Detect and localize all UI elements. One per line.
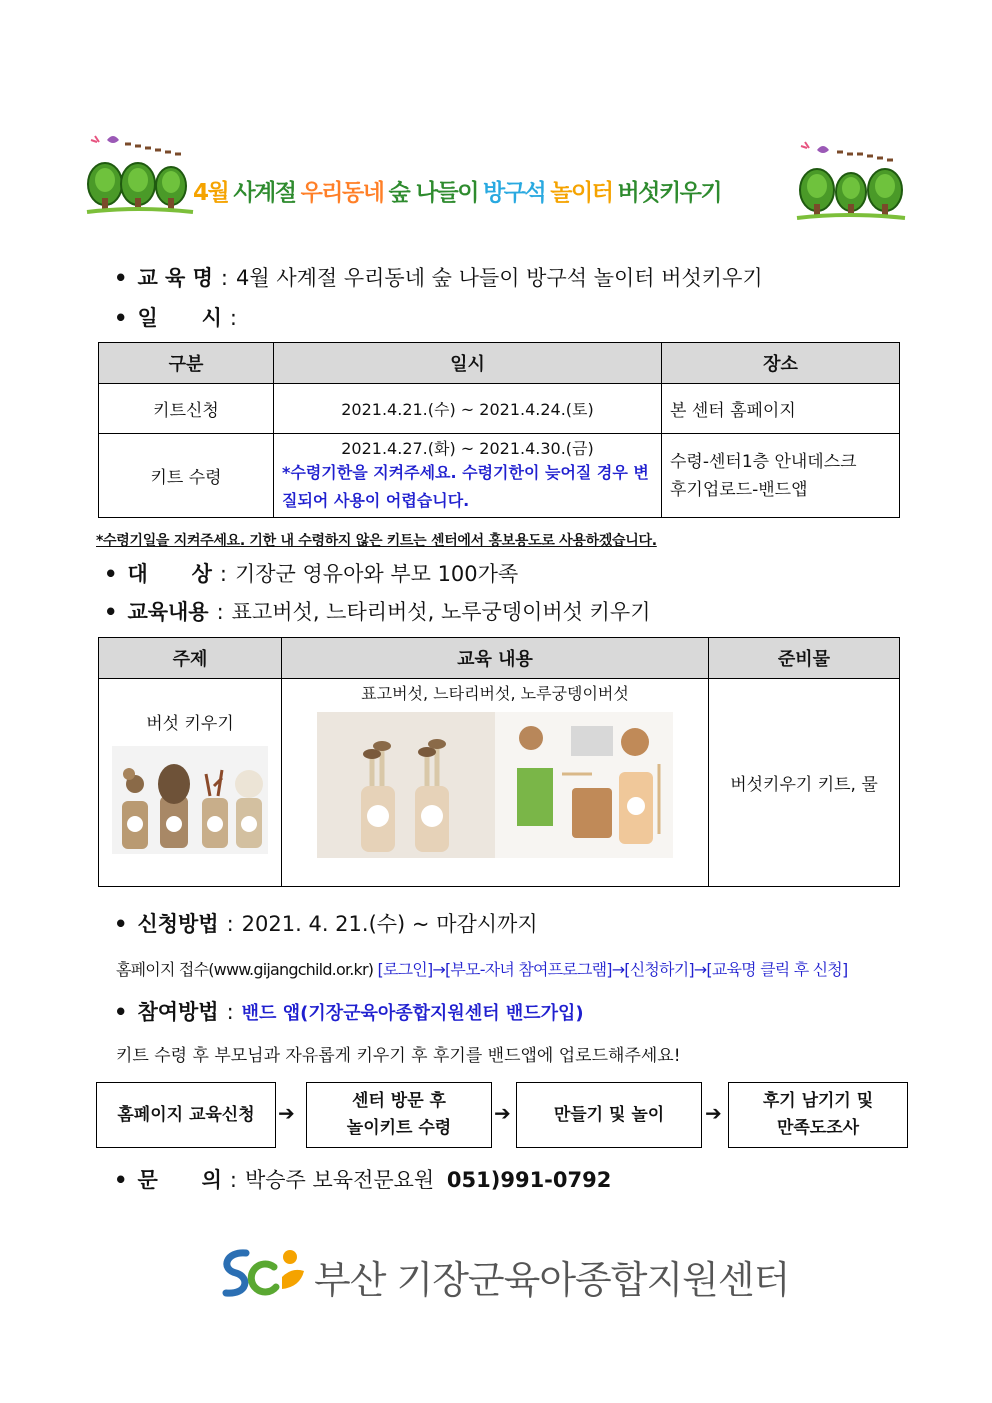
banner-word-1: 4월 xyxy=(193,180,229,206)
contact-value: 박승주 보육전문요원 xyxy=(244,1168,435,1192)
banner-title xyxy=(193,174,721,207)
trees-right-icon xyxy=(795,128,907,223)
contact-phone: 051)991-0792 xyxy=(446,1168,612,1192)
banner-word-5: 방구석 xyxy=(483,180,546,206)
edu-name-label: 교 육 명 xyxy=(137,266,213,290)
bullet-icon: • xyxy=(114,306,128,330)
flow-step-2 xyxy=(306,1082,492,1148)
row2-date-cell xyxy=(274,434,662,518)
content-table xyxy=(98,637,900,887)
flow-step-3-line1: 만들기 및 놀이 xyxy=(553,1104,665,1125)
flow-step-2-line2: 놀이키트 수령 xyxy=(346,1118,452,1138)
bullet-icon: • xyxy=(114,266,128,290)
arrow-right-icon: ➔ xyxy=(494,1101,511,1125)
bullet-icon: • xyxy=(104,600,118,624)
content-row: • 교육내용 : 표고버섯, 느타리버섯, 노루궁뎅이버섯 키우기 xyxy=(104,600,651,624)
target-value: 기장군 영유아와 부모 100가족 xyxy=(234,562,519,586)
flow-step-4-line2: 만족도조사 xyxy=(776,1118,860,1138)
detail-text: 표고버섯, 느타리버섯, 노루궁뎅이버섯 xyxy=(361,684,629,703)
trees-left-icon xyxy=(85,128,195,218)
row1-place: 본 센터 홈페이지 xyxy=(662,384,900,434)
row2-note: *수령기한을 지켜주세요. 수령기한이 늦어질 경우 변질되어 사용이 어렵습니다. xyxy=(282,463,649,510)
row2-place2: 후기업로드-밴드앱 xyxy=(670,479,808,500)
join-value: 밴드 앱(기장군육아종합지원센터 밴드가입) xyxy=(241,1003,584,1024)
row2-type: 키트 수령 xyxy=(99,434,274,518)
banner-word-6: 놀이터 xyxy=(550,180,613,206)
col-header-date: 일시 xyxy=(274,343,662,384)
join-label: 참여방법 xyxy=(137,1000,219,1024)
col-header-place: 장소 xyxy=(662,343,900,384)
bullet-icon: • xyxy=(104,562,118,586)
target-label: 대 상 xyxy=(127,562,212,586)
row2-date: 2021.4.27.(화) ~ 2021.4.30.(금) xyxy=(341,439,594,458)
content-label: 교육내용 xyxy=(127,600,209,624)
kit-products-photo xyxy=(317,712,673,858)
banner-word-7: 버섯키우기 xyxy=(617,180,722,206)
bullet-icon: • xyxy=(114,1168,128,1192)
arrow-right-icon: ➔ xyxy=(705,1101,722,1125)
center-logo-icon xyxy=(216,1245,308,1303)
edu-name-row: • 교 육 명 : 4월 사계절 우리동네 숲 나들이 방구석 놀이터 버섯키우기 xyxy=(114,266,763,290)
content-value: 표고버섯, 느타리버섯, 노루궁뎅이버섯 키우기 xyxy=(231,600,651,624)
edu-name-value: 4월 사계절 우리동네 숲 나들이 방구석 놀이터 버섯키우기 xyxy=(236,266,763,290)
flow-step-3 xyxy=(516,1082,702,1148)
banner-word-3: 우리동네 xyxy=(300,180,384,206)
join-row: • 참여방법 : 밴드 앱(기장군육아종합지원센터 밴드가입) xyxy=(114,1000,584,1024)
notice: *수령기일을 지켜주세요. 기한 내 수령하지 않은 키트는 센터에서 홍보용도로 사용하겠습니다. xyxy=(96,533,657,549)
schedule-label: 일 시 xyxy=(137,306,222,330)
row2-place-cell xyxy=(662,434,900,518)
banner xyxy=(85,128,905,223)
flow-step-4-line1: 후기 남기기 및 xyxy=(762,1091,874,1111)
col-header-topic: 주제 xyxy=(99,638,282,679)
contact-label: 문 의 xyxy=(137,1168,222,1192)
flow-step-1 xyxy=(96,1082,276,1148)
flow-step-2-line1: 센터 방문 후 xyxy=(352,1091,446,1111)
col-header-type: 구분 xyxy=(99,343,274,384)
topic-cell xyxy=(99,679,282,887)
flow-step-4 xyxy=(728,1082,908,1148)
bullet-icon: • xyxy=(114,1000,128,1024)
schedule-table xyxy=(98,342,900,518)
join-line: 키트 수령 후 부모님과 자유롭게 키우기 후 후기를 밴드앱에 업로드해주세요! xyxy=(116,1046,681,1066)
footer-org-name: 부산 기장군육아종합지원센터 xyxy=(314,1258,790,1302)
row1-date: 2021.4.21.(수) ~ 2021.4.24.(토) xyxy=(274,384,662,434)
col-header-detail: 교육 내용 xyxy=(282,638,709,679)
apply-steps-line xyxy=(116,957,847,980)
schedule-row: • 일 시 : xyxy=(114,306,237,330)
bullet-icon: • xyxy=(114,912,128,936)
flow-step-1-line1: 홈페이지 교육신청 xyxy=(117,1104,255,1125)
apply-homepage[interactable]: 홈페이지 접수(www.gijangchild.or.kr) xyxy=(116,960,374,979)
materials-cell: 버섯키우기 키트, 물 xyxy=(709,679,900,887)
topic-text: 버섯 키우기 xyxy=(146,714,234,734)
arrow-right-icon: ➔ xyxy=(278,1101,295,1125)
row1-type: 키트신청 xyxy=(99,384,274,434)
col-header-materials: 준비물 xyxy=(709,638,900,679)
banner-word-4: 숲 나들이 xyxy=(388,180,478,206)
apply-label: 신청방법 xyxy=(137,912,219,936)
mushroom-kits-photo xyxy=(112,746,268,854)
apply-value: 2021. 4. 21.(수) ~ 마감시까지 xyxy=(241,912,538,936)
target-row: • 대 상 : 기장군 영유아와 부모 100가족 xyxy=(104,562,519,586)
apply-steps: [로그인]→[부모-자녀 참여프로그램]→[신청하기]→[교육명 클릭 후 신청] xyxy=(377,960,848,979)
banner-word-2: 사계절 xyxy=(233,180,296,206)
apply-row: • 신청방법 : 2021. 4. 21.(수) ~ 마감시까지 xyxy=(114,912,538,936)
contact-row: • 문 의 : 박승주 보육전문요원 051)991-0792 xyxy=(114,1168,612,1192)
row2-place: 수령-센터1층 안내데스크 xyxy=(670,451,857,472)
detail-cell xyxy=(282,679,709,887)
